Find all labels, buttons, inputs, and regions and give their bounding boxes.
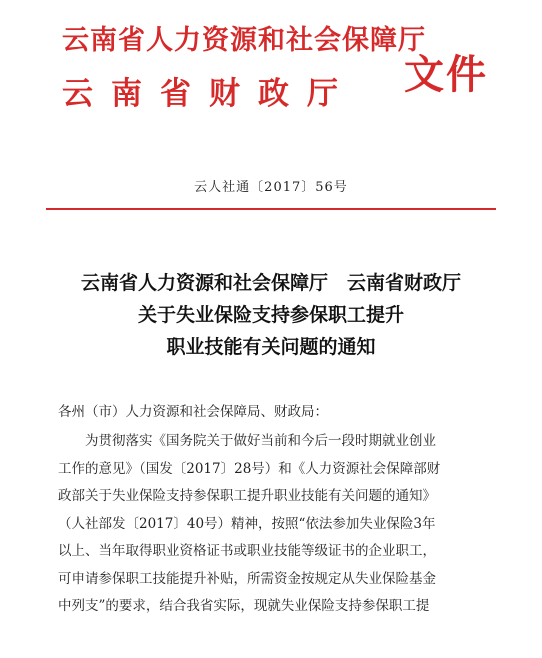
- document-suffix: 文件: [404, 51, 488, 98]
- salutation: 各州（市）人力资源和社会保障局、财政局：: [58, 404, 328, 420]
- title-line-3: 职业技能有关问题的通知: [166, 336, 376, 358]
- issuer-line-2: 云南省财政厅: [62, 76, 356, 112]
- red-divider: [46, 208, 496, 210]
- paragraph-line: 工作的意见》（国发〔2017〕28号）和《人力资源社会保障部财: [58, 460, 441, 477]
- body-paragraph: [58, 428, 440, 621]
- title-line-1: 云南省人力资源和社会保障厅 云南省财政厅: [80, 272, 461, 294]
- paragraph-line: 以上、当年取得职业资格证书或职业技能等级证书的企业职工，: [58, 543, 436, 559]
- issuer-line-1: 云南省人力资源和社会保障厅: [62, 25, 426, 56]
- paragraph-line: 可申请参保职工技能提升补贴，所需资金按规定从失业保险基金: [58, 570, 436, 587]
- paragraph-line: 政部关于失业保险支持参保职工提升职业技能有关问题的通知》: [58, 488, 436, 504]
- paragraph-line: 中列支”的要求，结合我省实际，现就失业保险支持参保职工提: [58, 598, 430, 614]
- document-number: 云人社通〔2017〕56号: [194, 180, 348, 195]
- paragraph-line: （人社部发〔2017〕40号）精神，按照“依法参加失业保险3年: [58, 515, 436, 532]
- title-line-2: 关于失业保险支持参保职工提升: [137, 304, 404, 326]
- paragraph-line: 为贯彻落实《国务院关于做好当前和今后一段时期就业创业: [58, 433, 436, 449]
